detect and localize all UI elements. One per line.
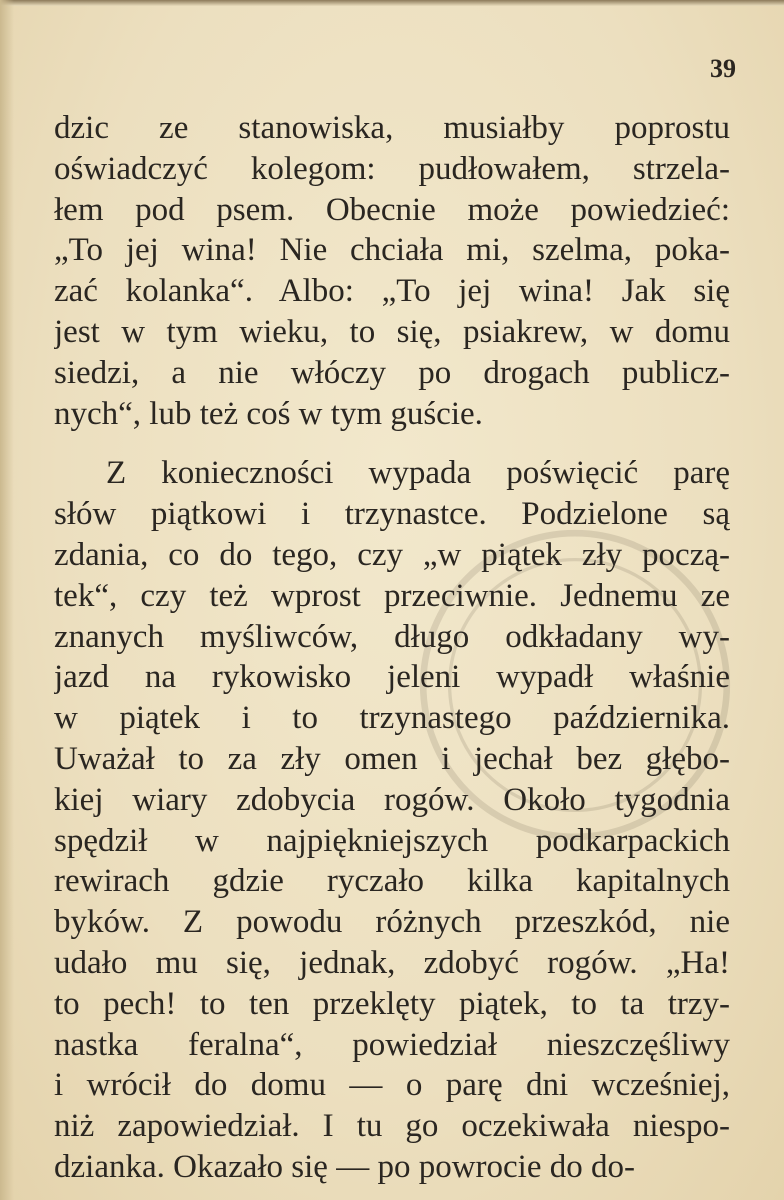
paragraph [54,108,730,434]
paragraph-gap [54,434,730,453]
text-line: dzianka. Okazało się — po powrocie do do- [54,1148,635,1185]
paragraph [54,453,730,1187]
text-line: rewirach gdzie ryczało kilka kapitalnych [54,863,730,900]
text-line: nastka feralna“, powiedział nieszczęśliwy [54,1026,730,1063]
text-line: tek“, czy też wprost przeciwnie. Jednemu ze [54,577,730,614]
text-line: niż zapowiedział. I tu go oczekiwała niespo- [54,1108,730,1145]
text-line: byków. Z powodu różnych przeszkód, nie [54,904,730,941]
text-line: zdania, co do tego, czy „w piątek zły począ- [54,536,730,573]
text-line: i wrócił do domu — o parę dni wcześniej, [54,1067,730,1104]
page-number: 39 [710,54,736,83]
text-line: zać kolanka“. Albo: „To jej wina! Jak się [54,273,730,310]
page-spine-shadow [0,0,14,1200]
text-line: jest w tym wieku, to się, psiakrew, w domu [54,313,730,350]
text-line: Z konieczności wypada poświęcić parę [106,455,730,492]
text-line: Uważał to za zły omen i jechał bez głębo- [54,740,730,777]
text-line: dzic ze stanowiska, musiałby poprostu [54,110,730,146]
text-line: to pech! to ten przeklęty piątek, to ta trzy- [54,985,730,1022]
text-line: udało mu się, jednak, zdobyć rogów. „Ha! [54,944,730,981]
text-line: łem pod psem. Obecnie może powiedzieć: [54,191,730,228]
body-text [54,108,730,1188]
text-line: słów piątkowi i trzynastce. Podzielone są [54,496,730,533]
text-line: siedzi, a nie włóczy po drogach publicz- [54,354,730,391]
text-line: „To jej wina! Nie chciała mi, szelma, poka- [54,232,730,269]
page-top-edge [0,0,784,6]
text-line: znanych myśliwców, długo odkładany wy- [54,618,730,655]
text-line: kiej wiary zdobycia rogów. Około tygodnia [54,781,730,818]
text-line: w piątek i to trzynastego października. [54,700,730,737]
text-line: jazd na rykowisko jeleni wypadł właśnie [54,659,730,696]
text-line: oświadczyć kolegom: pudłowałem, strzela- [54,150,730,187]
text-line: nych“, lub też coś w tym guście. [54,395,483,432]
text-line: spędził w najpiękniejszych podkarpackich [54,822,730,859]
